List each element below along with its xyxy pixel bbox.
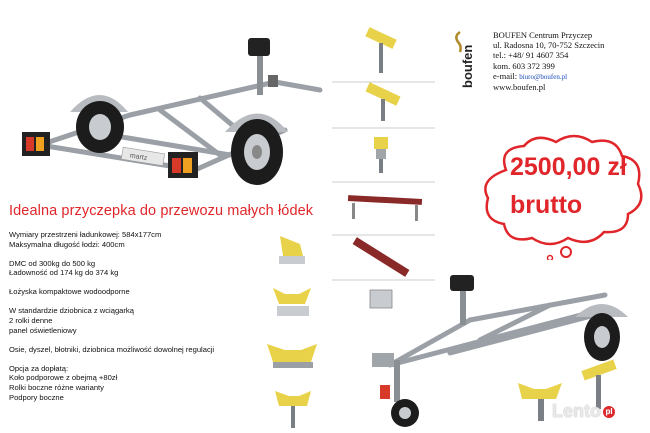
spec-gap [9, 335, 214, 345]
trailer-top-image [20, 20, 335, 200]
spec-line: Koło podporowe z obejmą +80zł [9, 373, 118, 383]
spec-line: W standardzie dziobnica z wciągarką [9, 306, 134, 316]
company-phone: tel.: +48/ 91 4607 354 [493, 50, 569, 61]
spec-gap [9, 249, 214, 259]
spec-line: Osie, dyszel, błotniki, dziobnica możliwość dowolnej regulacji [9, 344, 215, 354]
logo-text: boufen [460, 44, 475, 88]
company-address: ul. Radosna 10, 70-752 Szczecin [493, 40, 605, 51]
watermark-text: Lento [552, 401, 601, 421]
company-info [493, 30, 604, 92]
spec-line: Ładowność od 174 kg do 374 kg [9, 268, 119, 278]
company-name: BOUFEN Centrum Przyczep [493, 30, 593, 40]
lento-watermark [552, 401, 615, 422]
trailer-brand-label: martz [129, 152, 148, 163]
spec-line: Podpory boczne [9, 392, 64, 402]
spec-gap [9, 297, 214, 307]
boufen-logo [452, 30, 482, 90]
email-link[interactable]: biuro@boufen.pl [519, 72, 568, 81]
spec-gap [9, 278, 214, 288]
email-label: e-mail: [493, 70, 518, 81]
price-amount: 2500,00 zł [510, 153, 627, 181]
company-mobile: kom. 603 372 399 [493, 60, 555, 71]
spec-line: 2 rolki denne [9, 316, 53, 326]
spec-line: Maksymalna długość łodzi: 400cm [9, 239, 125, 249]
spec-line: Łożyska kompaktowe wodoodporne [9, 287, 130, 297]
watermark-badge: pl [603, 406, 615, 418]
spec-line: Opcja za dopłatą: [9, 363, 69, 373]
price-suffix: brutto [510, 191, 583, 219]
spec-line: Wymiary przestrzeni ładunkowej: 584x177cm [9, 230, 162, 239]
specs-list [9, 230, 214, 402]
spec-line: Rolki boczne różne warianty [9, 383, 104, 393]
headline: Idealna przyczepka do przewozu małych łódek [9, 203, 314, 219]
spec-line: panel oświetleniowy [9, 325, 77, 335]
spec-gap [9, 354, 214, 364]
spec-line: DMC od 300kg do 500 kg [9, 258, 96, 268]
rollers-column-image [255, 226, 335, 431]
company-email-row [493, 71, 604, 82]
company-website[interactable]: www.boufen.pl [493, 82, 546, 93]
